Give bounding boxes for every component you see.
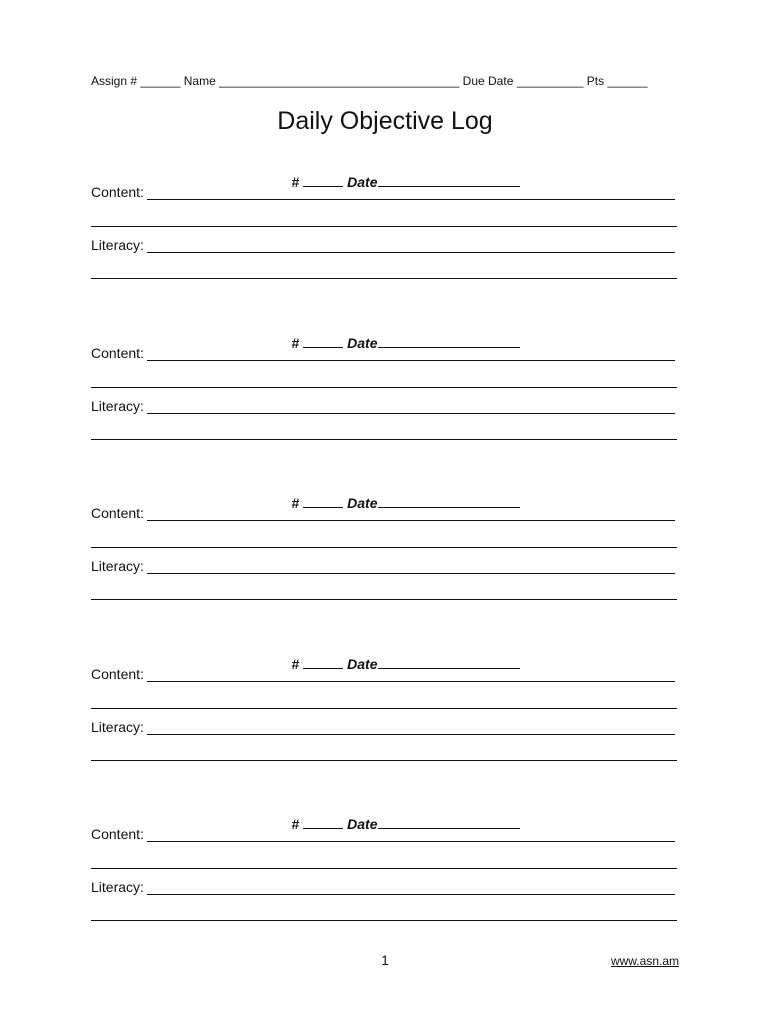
content-label: Content: bbox=[91, 826, 144, 842]
entry-date-label: Date bbox=[347, 656, 378, 672]
content-label: Content: bbox=[91, 345, 144, 361]
entry-date-label: Date bbox=[347, 335, 378, 351]
content-field[interactable] bbox=[91, 180, 677, 200]
content-line[interactable] bbox=[147, 681, 675, 682]
literacy-line[interactable] bbox=[147, 252, 675, 253]
content-line[interactable] bbox=[147, 520, 675, 521]
log-entry bbox=[0, 156, 770, 286]
literacy-line[interactable] bbox=[147, 413, 675, 414]
content-label: Content: bbox=[91, 184, 144, 200]
entry-heading bbox=[268, 317, 520, 351]
entry-number-label: # bbox=[291, 495, 300, 511]
content-line[interactable] bbox=[147, 199, 675, 200]
entry-date-label: Date bbox=[347, 495, 378, 511]
literacy-field[interactable] bbox=[91, 715, 677, 735]
page-title: Daily Objective Log bbox=[277, 107, 493, 135]
entry-number-label: # bbox=[291, 656, 300, 672]
log-entry bbox=[0, 798, 770, 928]
entry-number-label: # bbox=[291, 816, 300, 832]
entry-heading bbox=[268, 798, 520, 832]
log-entry bbox=[0, 477, 770, 607]
content-line-continued[interactable] bbox=[91, 387, 677, 388]
content-line-continued[interactable] bbox=[91, 868, 677, 869]
log-entry bbox=[0, 638, 770, 768]
entry-number-label: # bbox=[291, 335, 300, 351]
literacy-line-continued[interactable] bbox=[91, 920, 677, 921]
content-field[interactable] bbox=[91, 341, 677, 361]
log-entry bbox=[0, 317, 770, 447]
literacy-line-continued[interactable] bbox=[91, 278, 677, 279]
entry-heading bbox=[268, 638, 520, 672]
literacy-label: Literacy: bbox=[91, 558, 144, 574]
literacy-line[interactable] bbox=[147, 573, 675, 574]
content-field[interactable] bbox=[91, 662, 677, 682]
literacy-field[interactable] bbox=[91, 233, 677, 253]
content-label: Content: bbox=[91, 666, 144, 682]
content-line-continued[interactable] bbox=[91, 708, 677, 709]
content-line[interactable] bbox=[147, 360, 675, 361]
entry-date-label: Date bbox=[347, 816, 378, 832]
literacy-line-continued[interactable] bbox=[91, 439, 677, 440]
literacy-line-continued[interactable] bbox=[91, 760, 677, 761]
literacy-field[interactable] bbox=[91, 875, 677, 895]
literacy-label: Literacy: bbox=[91, 237, 144, 253]
literacy-line[interactable] bbox=[147, 894, 675, 895]
literacy-label: Literacy: bbox=[91, 879, 144, 895]
content-label: Content: bbox=[91, 505, 144, 521]
entry-date-label: Date bbox=[347, 174, 378, 190]
literacy-line[interactable] bbox=[147, 734, 675, 735]
literacy-field[interactable] bbox=[91, 554, 677, 574]
content-field[interactable] bbox=[91, 501, 677, 521]
content-line-continued[interactable] bbox=[91, 226, 677, 227]
literacy-line-continued[interactable] bbox=[91, 599, 677, 600]
entry-heading bbox=[268, 477, 520, 511]
page-number: 1 bbox=[381, 952, 389, 968]
content-line-continued[interactable] bbox=[91, 547, 677, 548]
literacy-field[interactable] bbox=[91, 394, 677, 414]
entry-heading bbox=[268, 156, 520, 190]
entry-number-label: # bbox=[291, 174, 300, 190]
literacy-label: Literacy: bbox=[91, 398, 144, 414]
content-line[interactable] bbox=[147, 841, 675, 842]
assignment-header-line: Assign # ______ Name ____________________________________ Due Date __________ Pts ______ bbox=[91, 74, 648, 88]
footer-website-link[interactable]: www.asn.am bbox=[610, 954, 679, 968]
content-field[interactable] bbox=[91, 822, 677, 842]
literacy-label: Literacy: bbox=[91, 719, 144, 735]
